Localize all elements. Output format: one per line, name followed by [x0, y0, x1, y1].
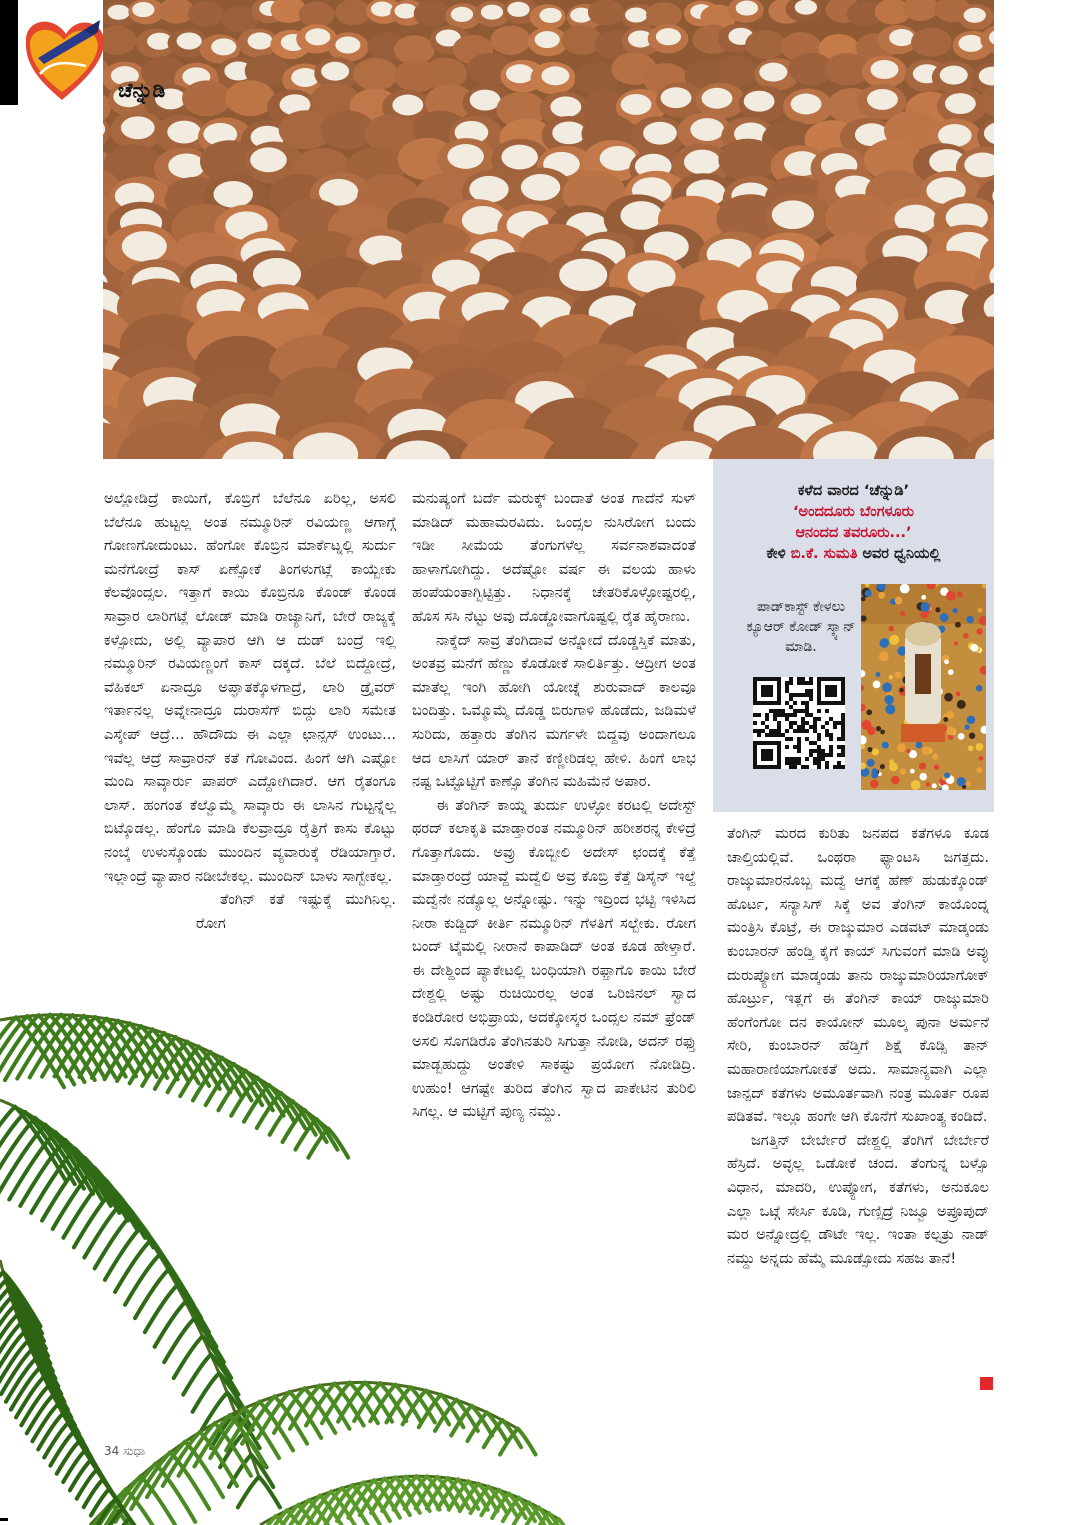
procession-photo: [861, 584, 986, 790]
article-column-2: [412, 487, 696, 1124]
section-logo: [0, 0, 166, 105]
article-column-1: [104, 487, 396, 935]
sidebar-listen-line: [713, 544, 994, 565]
section-label: ಚೆನ್ನುಡಿ: [118, 78, 166, 102]
paragraph: ನಾಕ್ಕೆದ್ ಸಾವ್ರ ತೆಂಗಿದಾವೆ ಅನ್ನೋದೆ ದೊಡ್ಡಸ್ತಿಕೆ ಮಾತು, ಅಂತವ್ರ ಮನೆಗೆ ಹೆಣ್ಣು ಕೊಡೋಕೆ ಸಾಲಿರ್ತಿತ್ತು. ಆದ್ರೀಗ ಅಂತ ಮಾತೆಲ್ಲ ಇಂಗಿ ಹೋಗಿ ಯೋಚ್ನೆ ಶುರುವಾದ್ ಕಾಲವೂ ಬಂದಿತ್ತು. ಒಮ್ಮೊಮ್ಮೆ ದೊಡ್ಡ ಬಿರುಗಾಳಿ ಹೊಡೆದು, ಜಡಿಮಳೆ ಸುರಿದು, ಹತ್ತಾರು ತೆಂಗಿನ ಮರ್ಗಳೇ ಬಿದ್ದವು ಅಂದಾಗಲೂ ಆದ ಲಾಸಿಗೆ ಯಾರ್ ತಾನೆ ಕಣ್ಣೀರಿಡಲ್ಲ ಹೇಳಿ. ಹಿಂಗೆ ಲಾಭ ನಷ್ಟ ಒಟ್ಟೊಟ್ಟಿಗೆ ಕಾಣ್ಸೊ ತೆಂಗಿನ ಮಹಿಮೆನೆ ಅಪಾರ.: [412, 631, 696, 791]
crop-mark: [0, 1518, 8, 1521]
sidebar-highlight-2: ಆನಂದದ ತವರೂರು...’: [795, 525, 912, 541]
listen-prefix: ಕೇಳಿ: [766, 546, 791, 562]
publication-name: ಸುಧಾ: [123, 1444, 146, 1458]
speaker-name: ಬಿ.ಕೆ. ಸುಮತಿ: [790, 546, 858, 562]
sidebar-title: ಕಳೆದ ವಾರದ ‘ಚೆನ್ನುಡಿ’: [797, 483, 910, 499]
qr-code[interactable]: [753, 677, 845, 769]
paragraph: ತೆಂಗಿನ್ ಕತೆ ಇಷ್ಟುಕ್ಕೆ ಮುಗಿನಿಲ್ಲ. ರೋಗ: [196, 891, 396, 932]
page-number: 34: [104, 1444, 120, 1458]
hero-coconut-photo: [103, 0, 994, 459]
paragraph: ಮನುಷ್ಯಂಗೆ ಬರ್ದೆ ಮರುಕ್ಕ್ ಬಂದಾತೆ ಅಂತ ಗಾದೆನೆ ಸುಳ್ ಮಾಡಿದ್ ಮಹಾಮರವಿದು. ಒಂದ್ಸಲ ನುಸಿರೋಗ ಬಂದು ಇಡೀ ಸೀಮೆಯ ತೆಂಗುಗಳೆಲ್ಲ ಸರ್ವನಾಶವಾದಂತೆ ಹಾಳಾಗೋಗಿದ್ದು. ಅದೆಷ್ಟೋ ವರ್ಷ ಈ ವಲಯ ಹಾಳು ಹಂಪೆಯಂತಾಗ್ಬಿಟ್ಟಿತ್ತು. ನಿಧಾನಕ್ಕೆ ಚೇತರಿಕೊಳ್ಳೋಷ್ಟರಲ್ಲಿ, ಹೊಸ ಸಸಿ ನೆಟ್ಟು ಅವು ದೊಡ್ಡೋವಾಗೊಷ್ಟಲ್ಲಿ ರೈತ ಹೈರಾಣು.: [412, 490, 696, 625]
podcast-sidebar: [713, 459, 994, 812]
article-column-3: [727, 822, 989, 1270]
heart-pen-icon: [0, 0, 125, 105]
paragraph: ಈ ತೆಂಗಿನ್ ಕಾಯ್ನ ತುರ್ದು ಉಳ್ಳೋ ಕರಟಲ್ಲಿ ಅದೇಸ್ಟ್ ಥರದ್ ಕಲಾಕೃತಿ ಮಾಡ್ತಾರಂತ ನಮ್ಮೂರಿನ್ ಹರೀಶರನ್ನ ಕೇಳಿದ್ರೆ ಗೊತ್ತಾಗೊದು. ಅವ್ರು ಕೊಬ್ಬೀಲಿ ಅದೇಸ್ ಛಂದಕ್ಕೆ ಕೆತ್ತೆ ಮಾಡ್ತಾರಂದ್ರೆ ಯಾವ್ದೆ ಮದ್ವೆಲಿ ಅವ್ರ ಕೊಬ್ರಿ ಕೆತ್ತೆ ಡಿಸೈನ್ ಇಲ್ದೆ ಮದ್ವೆನೇ ನಡ್ಯೊಲ್ಲ ಅನ್ನೋಷ್ಟು. ಇನ್ನು ಇದ್ರಿಂದ ಭಟ್ಟಿ ಇಳಿಸಿದ ನೀರಾ ಕುಡ್ದಿದ್ ಕೀರ್ತಿ ನಮ್ಮೂರಿನ್ ಗೆಳತಿಗೆ ಸಲ್ಬೇಕು. ರೋಗ ಬಂದ್ ಟೈಮಲ್ಲಿ ನೀರಾನೆ ಕಾಪಾಡಿದ್ ಅಂತ ಕೂಡ ಹೇಳ್ತಾರೆ. ಈ ದೇಶ್ದಿಂದ ಪ್ಯಾಕೇಟಲ್ಲಿ ಬಂಧಿಯಾಗಿ ರಫ್ತಾಗೊ ಕಾಯಿ ಬೇರೆ ದೇಶ್ದಲ್ಲಿ ಅಷ್ಟು ರುಚಿಯಿರಲ್ಲ ಅಂತ ಒರಿಜಿನಲ್ ಸ್ವಾದ ಕಂಡಿರೋರ ಅಭಿಪ್ರಾಯ, ಅದಕ್ಕೋಸ್ಕರ ಒಂದ್ಸಲ ನಮ್ ಫ್ರೆಂಡ್ ಅಸಲಿ ಸೊಗಡಿರೊ ತೆಂಗಿನತುರಿ ಸಿಗುತ್ತಾ ನೋಡಿ, ಅದನ್ ರಫ್ತು ಮಾಡ್ಬಹುದ್ದು ಅಂತೇಳಿ ಸಾಕಷ್ಟು ಪ್ರಯೋಗ ನೋಡಿದ್ರಿ. ಉಹುಂ! ಆಗಷ್ಟೇ ತುರಿದ ತೆಂಗಿನ ಸ್ವಾದ ಪಾಕೇಟಿನ ತುರಿಲಿ ಸಿಗಲ್ಲ. ಆ ಮಟ್ಟಿಗೆ ಪುಣ್ಯ ನಮ್ದು.: [412, 796, 696, 1121]
listen-suffix: ಅವರ ಧ್ವನಿಯಲ್ಲಿ: [857, 546, 941, 562]
paragraph: ತೆಂಗಿನ್ ಮರದ ಕುರಿತು ಜನಪದ ಕತೆಗಳೂ ಕೂಡ ಚಾಲ್ತಿಯಲ್ಲಿವೆ. ಒಂಥರಾ ಫ್ಯಾಂಟಸಿ ಜಗತ್ತದು. ರಾಜ್ಕುಮಾರನೊಬ್ಬ ಮದ್ವೆ ಆಗಕ್ಕೆ ಹೆಣ್ ಹುಡುಕ್ಕೊಂಡ್ ಹೊರ್ಟ, ಸನ್ಯಾಸಿಗ್ ಸಿಕ್ಕೆ ಅವ ತೆಂಗಿನ್ ಕಾಯೊಂದ್ನ ಮಂತ್ರಿಸಿ ಕೊಟ್ರೆ, ಈ ರಾಜ್ಕುಮಾರ ಎಡವಟ್ ಮಾಡ್ಕಂಡು ಕುಂಬಾರನ್ ಹೆಂಡ್ತಿ ಕೈಗೆ ಕಾಯ್ ಸಿಗುವಂಗೆ ಮಾಡಿ ಅವ್ಳು ದುರುಪ್ಯೋಗ ಮಾಡ್ಕಂಡು ತಾನು ರಾಜ್ಕುಮಾರಿಯಾಗೋಕ್ ಹೊರ್ಟ್ರು, ಇತ್ಲಗೆ ಈ ತೆಂಗಿನ್ ಕಾಯ್ ರಾಜ್ಕುಮಾರಿ ಹೆಂಗೆಂಗೋ ದನ ಕಾಯೋನ್ ಮೂಲ್ಕ ಪುನಾ ಅರ್ಮನೆ ಸೇರಿ, ಕುಂಬಾರನ್ ಹೆಡ್ತಿಗೆ ಶಿಕ್ಷೆ ಕೊಡ್ಸಿ ತಾನ್ ಮಹಾರಾಣಿಯಾಗೋಕತೆ ಅದು. ಸಾಮಾನ್ಯವಾಗಿ ಎಲ್ಲಾ ಜಾನ್ಪದ್ ಕತೆಗಳು ಅಮೂರ್ತವಾಗಿ ನಂತ್ರ ಮೂರ್ತ ರೂಪ ಪಡಿತವೆ. ಇಲ್ಲೂ ಹಂಗೇ ಆಗಿ ಕೊನೆಗೆ ಸುಖಾಂತ್ಯ ಕಂಡಿದೆ.: [727, 825, 989, 1126]
article-end-mark: [980, 1377, 993, 1390]
paragraph: ಅಲ್ಲೋಡಿದ್ರೆ ಕಾಯಿಗೆ, ಕೊಬ್ರಿಗೆ ಬೆಲೆನೂ ಏರಿಲ್ಲ, ಅಸಲಿ ಬೆಲೆನೂ ಹುಟ್ಟಲ್ಲ ಅಂತ ನಮ್ಮೂರಿನ್ ರವಿಯಣ್ಣ ಆಗಾಗ್ಗೆ ಗೋಣಗೋದುಂಟು. ಹೆಂಗೋ ಕೊಬ್ರಿನ ಮಾರ್ಕೆಟ್ನಲ್ಲಿ ಸುರ್ದು ಮನೆಗೋದ್ರೆ ಕಾಸ್ ಏಣ್ಸೋಕೆ ತಿಂಗಳುಗಟ್ಲೆ ಕಾಯ್ಬೇಕು ಕೆಲವೊಂದ್ಸಲ. ಇತ್ತಾಗೆ ಕಾಯಿ ಕೊಬ್ರಿನೂ ಕೊಂಡ್ ಕೊಂಡ ಸಾವ್ರಾರ ಲಾರಿಗಟ್ಲೆ ಲೋಡ್ ಮಾಡಿ ರಾಜ್ಯಾನಿಗೆ, ಬೇರೆ ರಾಜ್ಯಕ್ಕೆ ಕಳ್ಸೋದು, ಅಲ್ಲಿ ವ್ಯಾಪಾರ ಆಗಿ ಆ ದುಡ್ ಬಂದ್ರೆ ಇಲ್ಲಿ ನಮ್ಮೂರಿನ್ ರವಿಯಣ್ಣಂಗೆ ಕಾಸ್ ದಕ್ಕದೆ. ಬೆಲೆ ಬಿದ್ದೋದ್ರೆ, ವೆಹಿಕಲ್ ಏನಾದ್ರೂ ಅಪ್ಘಾತಕ್ಕೊಳಗಾದ್ರೆ, ಲಾರಿ ಡ್ರೈವರ್ ಇರ್ತಾನಲ್ಲ ಅವ್ನೇನಾದ್ರೂ ದುರಾಸೆಗ್ ಬಿದ್ದು ಲಾರಿ ಸಮೇತ ಎಸ್ಕೇಪ್ ಆದ್ರೆ... ಹೌದೌದು ಈ ಎಲ್ಲಾ ಛಾನ್ಸಸ್ ಉಂಟು... ಇವೆಲ್ಲ ಆದ್ರೆ ಸಾವ್ರಾರನ್ ಕತೆ ಗೋವಿಂದ. ಹಿಂಗೆ ಆಗಿ ಎಷ್ಟೋ ಮಂದಿ ಸಾವ್ಕಾರ್ರು ಪಾಪರ್ ಎದ್ದೋಗಿದಾರೆ. ಆಗ ರೈತಂಗೂ ಲಾಸ್. ಹಂಗಂತ ಕೆಲ್ವೊಮ್ಮೆ ಸಾವ್ಕಾರು ಈ ಲಾಸಿನ ಗುಟ್ಟನ್ನೆಲ್ಲ ಬಿಟ್ಕೊಡಲ್ಲ. ಹೆಂಗೊ ಮಾಡಿ ಕೆಲವ್ರಾದ್ರೂ ರೈತ್ರಿಗೆ ಕಾಸು ಕೊಟ್ಟು ನಂಬ್ಕೆ ಉಳುಸ್ಕೊಂಡು ಮುಂದಿನ ವ್ಯವಾರುಕ್ಕೆ ರೆಡಿಯಾಗ್ತಾರೆ. ಇಲ್ಲಾಂದ್ರೆ ವ್ಯಾಪಾರ ನಡೀಬೇಕಲ್ಲ. ಮುಂದಿನ್ ಬಾಳು ಸಾಗ್ಬೇಕಲ್ಲ.: [104, 490, 396, 885]
podcast-instruction: ಪಾಡ್‌ಕಾಸ್ಟ್ ಕೇಳಲು ಕ್ಯೂಆರ್ ಕೋಡ್ ಸ್ಕ್ಯಾನ್ ಮಾಡಿ.: [746, 599, 856, 655]
page-footer: [104, 1444, 145, 1459]
sidebar-highlight-1: ‘ಅಂದದೂರು ಬೆಂಗಳೂರು: [793, 504, 914, 520]
paragraph: ಜಗತ್ತಿನ್ ಬೇರ್ಬೇರೆ ದೇಶ್ದಲ್ಲಿ ತೆಂಗಿಗೆ ಬೇರ್ಬೇರೆ ಹೆಸ್ರಿದೆ. ಅವ್ಳಲ್ಲ ಒಡೋಕೆ ಚಂದ. ತೆಂಗುನ್ನ ಬಳ್ಸೊ ವಿಧಾನ, ಮಾದರಿ, ಉಪ್ಯೋಗ, ಕತೆಗಳು, ಅನುಕೂಲ ಎಲ್ಲಾ ಒಟ್ಗೆ ಸೇರ್ಸಿ ಕೂಡಿ, ಗುಣ್ಸಿದ್ರೆ ನಿಜ್ವೂ ಅಪ್ರೂಪುದ್ ಮರ ಅನ್ನೋದ್ರಲ್ಲಿ ಡೌಟೇ ಇಲ್ಲ. ಇಂತಾ ಕಲ್ಪತ್ರು ನಾಡ್ ನಮ್ದು ಅನ್ನದು ಹೆಮ್ಮೆ ಮೂಡ್ಸೋದು ಸಹಜ ತಾನೆ!: [727, 1131, 989, 1267]
